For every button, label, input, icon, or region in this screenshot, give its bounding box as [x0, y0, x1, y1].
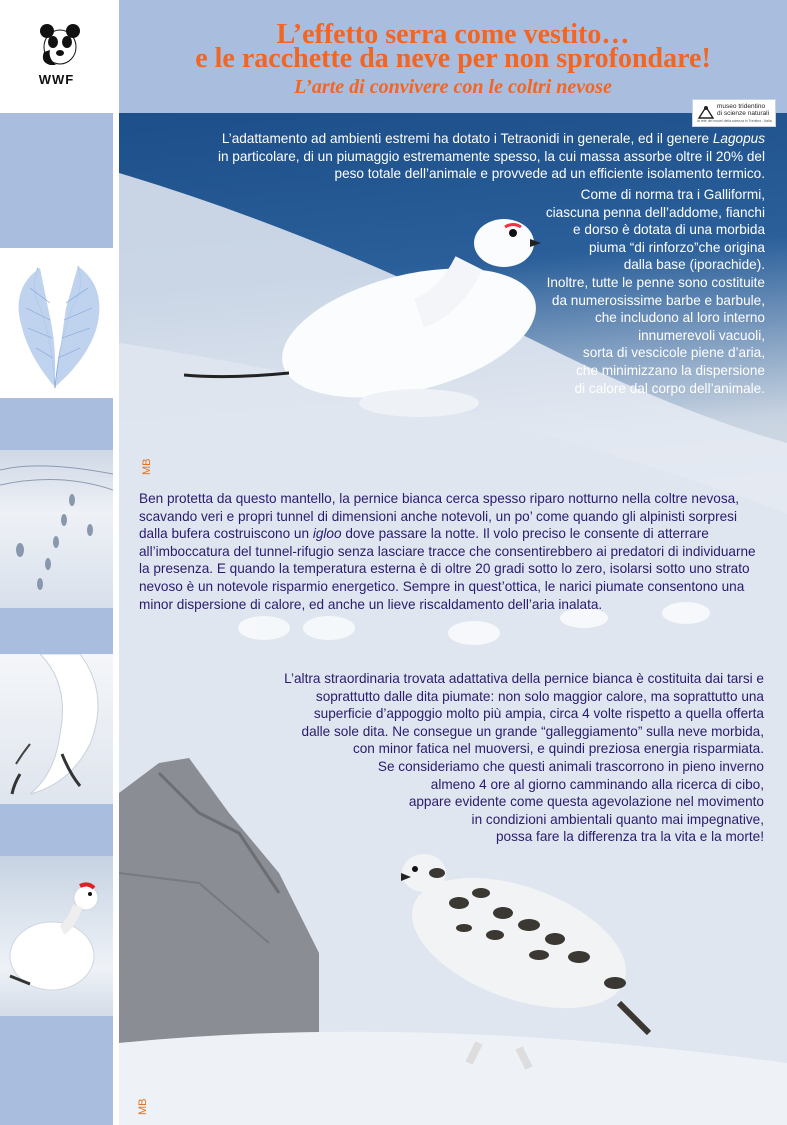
sidebar	[0, 0, 113, 1125]
photo-credit: MB	[137, 1098, 149, 1115]
feet-line: possa fare la differenza tra la vita e la morte!	[496, 829, 764, 845]
plumage-line: Come di norma tra i Galliformi,	[580, 187, 765, 202]
museum-name-line: museo tridentino	[717, 103, 766, 110]
intro-text-a: L’adattamento ad ambienti estremi ha dotato i Tetraonidi in generale, ed il genere	[221, 131, 713, 146]
feet-line: Se consideriamo che questi animali trascorrono in pieno inverno	[377, 758, 764, 774]
wwf-logo	[0, 0, 113, 113]
photo-credit: MB	[141, 458, 153, 475]
feet-line: L’altra straordinaria trovata adattativa della pernice bianca è costituita dai tarsi e	[284, 671, 764, 686]
plumage-line: Inoltre, tutte le penne sono costituite	[546, 274, 765, 290]
plumage-line: sorta di vescicole piene d’aria,	[582, 345, 765, 361]
wwf-logo-text: WWF	[38, 72, 75, 87]
plumage-paragraph	[449, 186, 765, 397]
feet-line: dalle sole dita. Ne consegue un grande “galleggiamento” sulla neve morbida,	[301, 723, 764, 739]
feet-paragraph	[239, 670, 764, 846]
plumage-line: da numerosissime barbe e barbule,	[551, 292, 765, 308]
plumage-line: che minimizzano la dispersione	[576, 362, 765, 378]
intro-text-b: in particolare, di un piumaggio estremamente spesso, la cui massa assorbe oltre il 20% del peso totale dell’animale e provvede ad un efficiente isolamento termico.	[217, 148, 765, 182]
museum-name	[717, 103, 769, 117]
panda-icon	[36, 22, 84, 66]
plumage-line: che includono al loro interno	[594, 310, 765, 326]
plumage-line: e dorso è dotata di una morbida	[573, 222, 765, 238]
ptarmigan-image	[0, 856, 113, 1016]
shelter-text-igloo: igloo	[312, 526, 342, 542]
shelter-text-a: Ben protetta da questo mantello, la pernice bianca cerca spesso riparo notturno nella coltre nevosa, scavando veri e propri tunnel di dimensioni anche notevoli, un po’ come quando gli alpinisti sorpresi dalla bufera costruiscono un	[139, 491, 739, 542]
plumage-line: di calore dal corpo dell’animale.	[574, 380, 765, 396]
museum-name-line: di scienze naturali	[717, 110, 770, 117]
page-title-line1: L’effetto serra come vestito…	[276, 19, 630, 50]
feet-line: in condizioni ambientali quanto mai impegnative,	[471, 811, 764, 827]
shelter-text-b: dove passare la notte. Il volo preciso le consente di atterrare all’imboccatura del tunnel-rifugio senza lasciare tracce che consentirebbero ai predatori di individuarne la presenza. E quando la temperatura esterna è di oltre 20 gradi sotto lo zero, isolarsi sotto uno strato nevoso è un notevole risparmio energetico. Sempre in quest’ottica, le narici piumate consentono una minor dispersione di calore, ed anche un lieve riscaldamento dell’aria inalata.	[139, 526, 756, 612]
museum-logo	[692, 99, 776, 127]
museum-tagline: la rete dei musei della scienza in Trentino - Italia	[697, 119, 772, 123]
plumage-line: ciascuna penna dell’addome, fianchi	[545, 204, 765, 220]
main-panel	[119, 113, 787, 1125]
museum-icon	[697, 104, 715, 120]
page-subtitle: L’arte di convivere con le coltri nevose	[294, 76, 612, 98]
feet-line: superficie d’appoggio molto più ampia, circa 4 volte rispetto a quella offerta	[313, 706, 764, 722]
intro-text-genus: Lagopus	[712, 131, 765, 146]
page-title-line2: e le racchette da neve per non sprofondare!	[195, 43, 711, 74]
feet-line: almeno 4 ore al giorno camminando alla ricerca di cibo,	[430, 776, 764, 792]
snow-tracks-image	[0, 450, 113, 608]
plumage-line: piuma “di rinforzo”che origina	[588, 239, 765, 255]
feet-line: soprattutto dalle dita piumate: non solo maggior calore, ma soprattutto una	[315, 688, 764, 704]
feathered-foot-image	[0, 654, 113, 804]
plumage-line: dalla base (iporachide).	[623, 257, 765, 273]
header	[119, 0, 787, 113]
shelter-paragraph	[139, 490, 769, 613]
plumage-line: innumerevoli vacuoli,	[638, 327, 765, 343]
intro-paragraph	[209, 130, 765, 183]
feet-line: con minor fatica nel muoversi, e quindi preziosa energia risparmiata.	[352, 741, 764, 757]
feet-line: appare evidente come questa agevolazione nel movimento	[408, 794, 764, 810]
feather-image	[0, 248, 113, 398]
